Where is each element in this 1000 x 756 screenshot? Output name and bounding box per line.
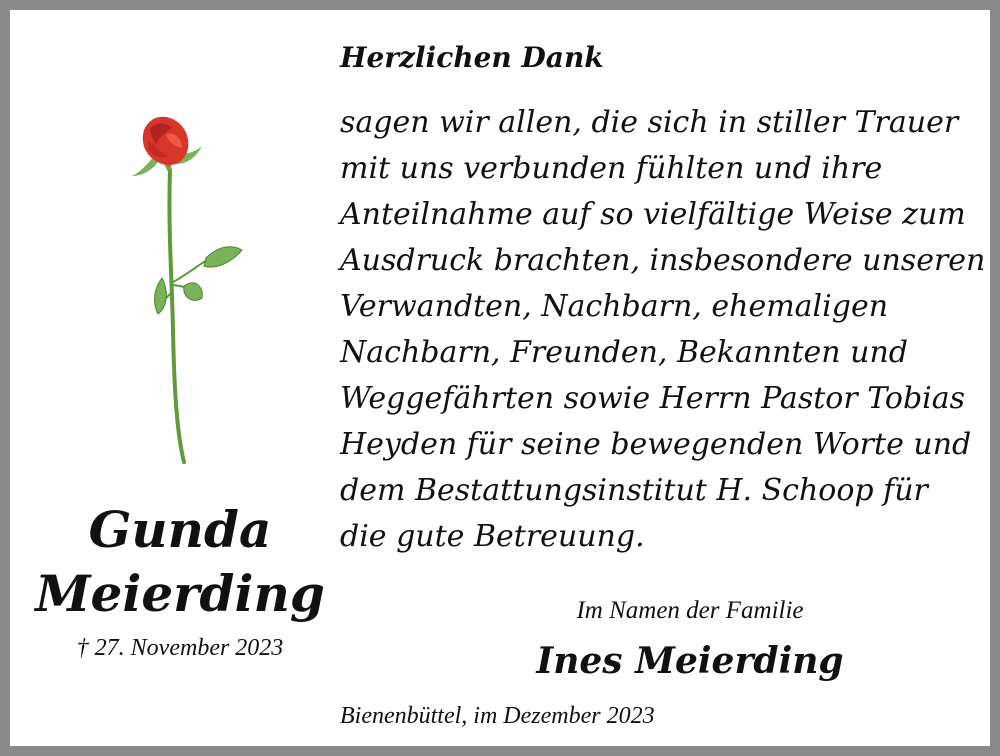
- thanks-heading: Herzlichen Dank: [340, 41, 604, 74]
- signoff-block: [510, 594, 870, 686]
- body-line: sagen wir allen, die sich in stiller Trauer: [340, 105, 959, 140]
- thanks-body: [340, 100, 986, 560]
- body-line: Ausdruck brachten, insbesondere unseren: [340, 243, 986, 278]
- death-date: † 27. November 2023: [76, 635, 284, 661]
- body-line: Verwandten, Nachbarn, ehemaligen: [340, 289, 889, 324]
- body-line: Heyden für seine bewegenden Worte und: [340, 427, 972, 462]
- rose-icon: [110, 110, 250, 470]
- body-line: die gute Betreuung.: [340, 519, 645, 554]
- deceased-block: [30, 498, 330, 662]
- obituary-card: [10, 10, 990, 746]
- thanks-text-block: [340, 40, 986, 560]
- body-line: mit uns verbunden fühlten und ihre: [340, 151, 883, 186]
- deceased-last-name: Meierding: [35, 564, 325, 623]
- body-line: Weggefährten sowie Herrn Pastor Tobias: [340, 381, 966, 416]
- place-date: Bienenbüttel, im Dezember 2023: [340, 703, 655, 729]
- body-line: Nachbarn, Freunden, Bekannten und: [340, 335, 909, 370]
- body-line: dem Bestattungsinstitut H. Schoop für: [340, 473, 928, 508]
- signer-name: Ines Meierding: [536, 640, 844, 682]
- on-behalf-line: Im Namen der Familie: [576, 597, 804, 624]
- deceased-first-name: Gunda: [88, 500, 272, 559]
- body-line: Anteilnahme auf so vielfältige Weise zum: [340, 197, 966, 232]
